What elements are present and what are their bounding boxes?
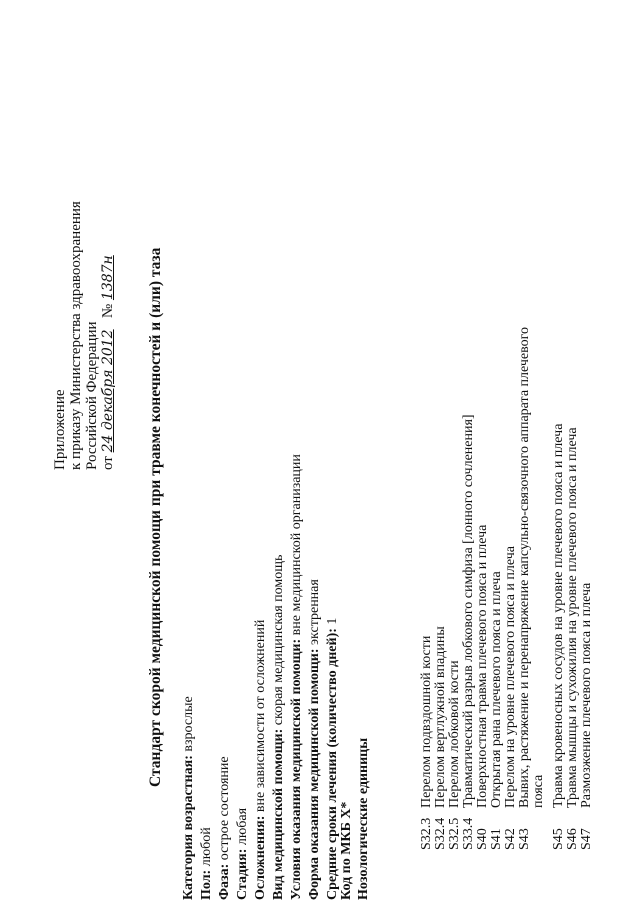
- handwritten-date: 24 декабря 2012: [100, 329, 116, 453]
- icd-code: S41: [489, 828, 504, 850]
- param-label: Фаза:: [217, 863, 232, 900]
- appendix-block: [52, 201, 116, 470]
- icd-name: Размозжение плечевого пояса и плеча: [579, 582, 594, 808]
- param-label: Средние сроки лечения (количество дней):: [325, 628, 340, 900]
- icd-name: Поверхностная травма плечевого пояса и плеча: [475, 524, 490, 808]
- handwritten-number: 1387н: [100, 255, 116, 301]
- icd-name: Открытая рана плечевого пояса и плеча: [489, 571, 504, 808]
- appendix-line-2: к приказу Министерства здравоохранения: [68, 201, 84, 470]
- appendix-line-3: Российской Федерации: [84, 321, 100, 470]
- param-value: любая: [235, 807, 250, 849]
- icd-code: S47: [579, 828, 594, 850]
- param-label: Форма оказания медицинской помощи:: [307, 648, 322, 900]
- table-row: [580, 298, 594, 850]
- icd-code: S45: [551, 828, 566, 850]
- table-row: [462, 298, 476, 850]
- param-phase: [216, 454, 234, 900]
- param-value: экстренная: [307, 579, 322, 649]
- param-label: Вид медицинской помощи:: [271, 728, 286, 900]
- param-sex: [198, 454, 216, 900]
- param-age: [180, 454, 198, 900]
- icd-name: Перелом вертлужной впадины: [433, 626, 448, 808]
- icd-code: S40: [475, 828, 490, 850]
- appendix-line-4: [100, 201, 116, 470]
- table-row: [518, 298, 546, 850]
- param-value: острое состояние: [217, 756, 232, 864]
- param-care-conditions: [288, 454, 306, 900]
- param-value: скорая медицинская помощь: [271, 554, 286, 729]
- icd-code: S46: [565, 828, 580, 850]
- param-value: взрослые: [181, 696, 196, 756]
- page-title: Стандарт скорой медицинской помощи при травме конечностей и (или) таза: [147, 247, 164, 787]
- param-care-form: [306, 454, 324, 900]
- icd-name: Травматический разрыв лобкового симфиза [лонного сочленения]: [461, 414, 476, 808]
- icd-name: Перелом подвздошной кости: [419, 635, 434, 808]
- icd-table: [420, 298, 594, 850]
- param-label: Осложнения:: [253, 815, 268, 900]
- table-row: [552, 298, 566, 850]
- icd-heading: Код по МКБ X*: [339, 801, 354, 900]
- table-row: [490, 298, 504, 850]
- icd-code: S43: [517, 828, 532, 850]
- table-row: [504, 298, 518, 850]
- table-row: [566, 298, 580, 850]
- table-row: [476, 298, 490, 850]
- number-label: №: [100, 303, 116, 319]
- icd-code: S42: [503, 828, 518, 850]
- icd-subheading: Нозологические единицы: [356, 737, 371, 900]
- standard-parameters: [180, 454, 342, 900]
- icd-code: S32.5: [447, 817, 462, 850]
- param-care-type: [270, 454, 288, 900]
- param-label: Условия оказания медицинской помощи:: [289, 638, 304, 900]
- param-value: 1: [325, 617, 340, 629]
- param-label: Стадия:: [235, 848, 250, 900]
- icd-code: S32.4: [433, 817, 448, 850]
- icd-name: Травма кровеносных сосудов на уровне плечевого пояса и плеча: [551, 423, 566, 808]
- icd-heading-block: [338, 738, 372, 900]
- appendix-from-label: от: [100, 456, 116, 470]
- table-row: [434, 298, 448, 850]
- icd-code: S33.4: [461, 817, 476, 850]
- appendix-line-1: Приложение: [52, 389, 68, 470]
- icd-name: Перелом лобковой кости: [447, 660, 462, 808]
- param-complications: [252, 454, 270, 900]
- table-row: [448, 298, 462, 850]
- icd-code: S32.3: [419, 817, 434, 850]
- param-label: Категория возрастная:: [181, 755, 196, 900]
- param-value: вне зависимости от осложнений: [253, 619, 268, 816]
- param-value: любой: [199, 827, 214, 870]
- param-value: вне медицинской организации: [289, 454, 304, 639]
- table-row: [420, 298, 434, 850]
- param-label: Пол:: [199, 869, 214, 900]
- icd-name: Травма мышцы и сухожилия на уровне плечевого пояса и плеча: [565, 427, 580, 808]
- param-stage: [234, 454, 252, 900]
- icd-name: Вывих, растяжение и перенапряжение капсульно-связочного аппарата плечевого пояса: [517, 326, 546, 808]
- icd-name: Перелом на уровне плечевого пояса и плеча: [503, 545, 518, 808]
